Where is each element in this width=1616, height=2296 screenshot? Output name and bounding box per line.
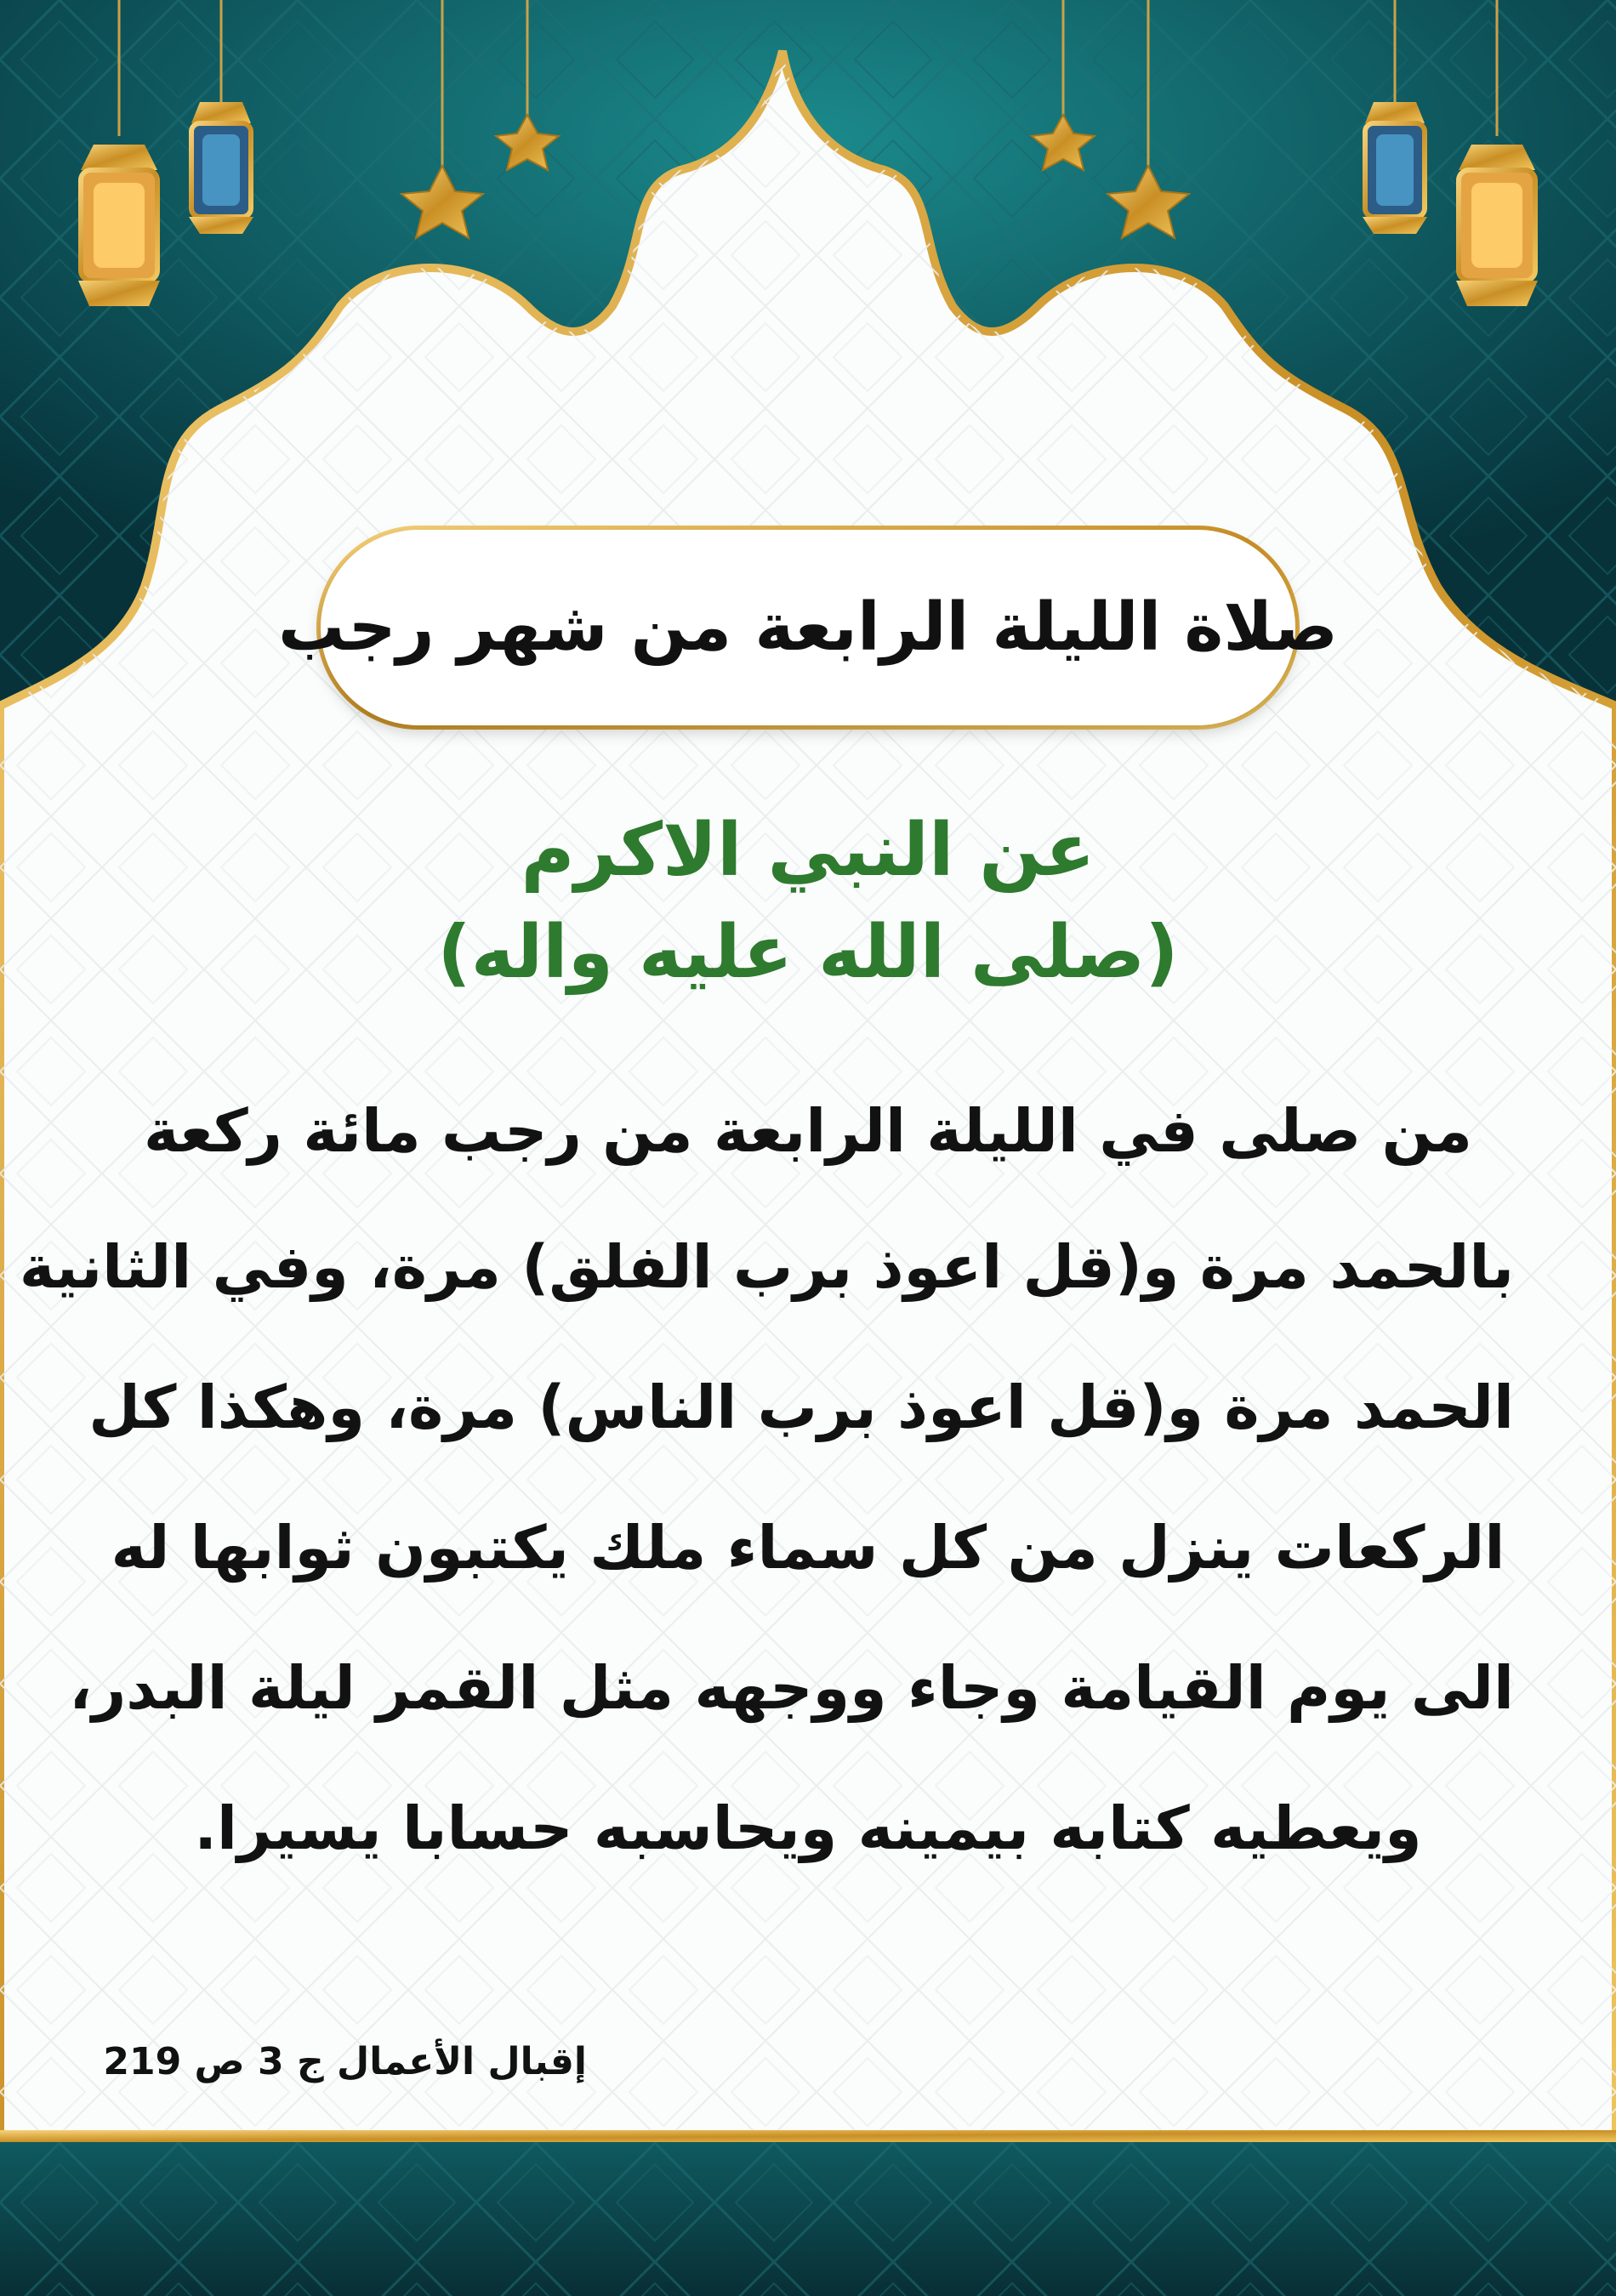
title-frame bbox=[277, 530, 1339, 725]
subtitle-line-1: عن النبي الاكرم bbox=[521, 808, 1095, 893]
body-line-3: الحمد مرة و(قل اعوذ برب الناس) مرة، وهكذا كل bbox=[88, 1372, 1514, 1442]
body-line-1: من صلى في الليلة الرابعة من رجب مائة ركعة bbox=[143, 1096, 1472, 1166]
page-title: صلاة الليلة الرابعة من شهر رجب bbox=[277, 589, 1339, 666]
body-line-6: ويعطيه كتابه بيمينه ويحاسبه حسابا يسيرا. bbox=[194, 1793, 1422, 1863]
body-line-5: الى يوم القيامة وجاء ووجهه مثل القمر ليلة البدر، bbox=[69, 1653, 1514, 1723]
body-line-2: بالحمد مرة و(قل اعوذ برب الفلق) مرة، وفي الثانية bbox=[19, 1232, 1514, 1302]
subtitle-line-2: (صلى الله عليه واله) bbox=[437, 910, 1179, 995]
body-line-4: الركعات ينزل من كل سماء ملك يكتبون ثوابها له bbox=[111, 1513, 1505, 1583]
source-citation: إقبال الأعمال ج 3 ص 219 bbox=[103, 2040, 587, 2083]
